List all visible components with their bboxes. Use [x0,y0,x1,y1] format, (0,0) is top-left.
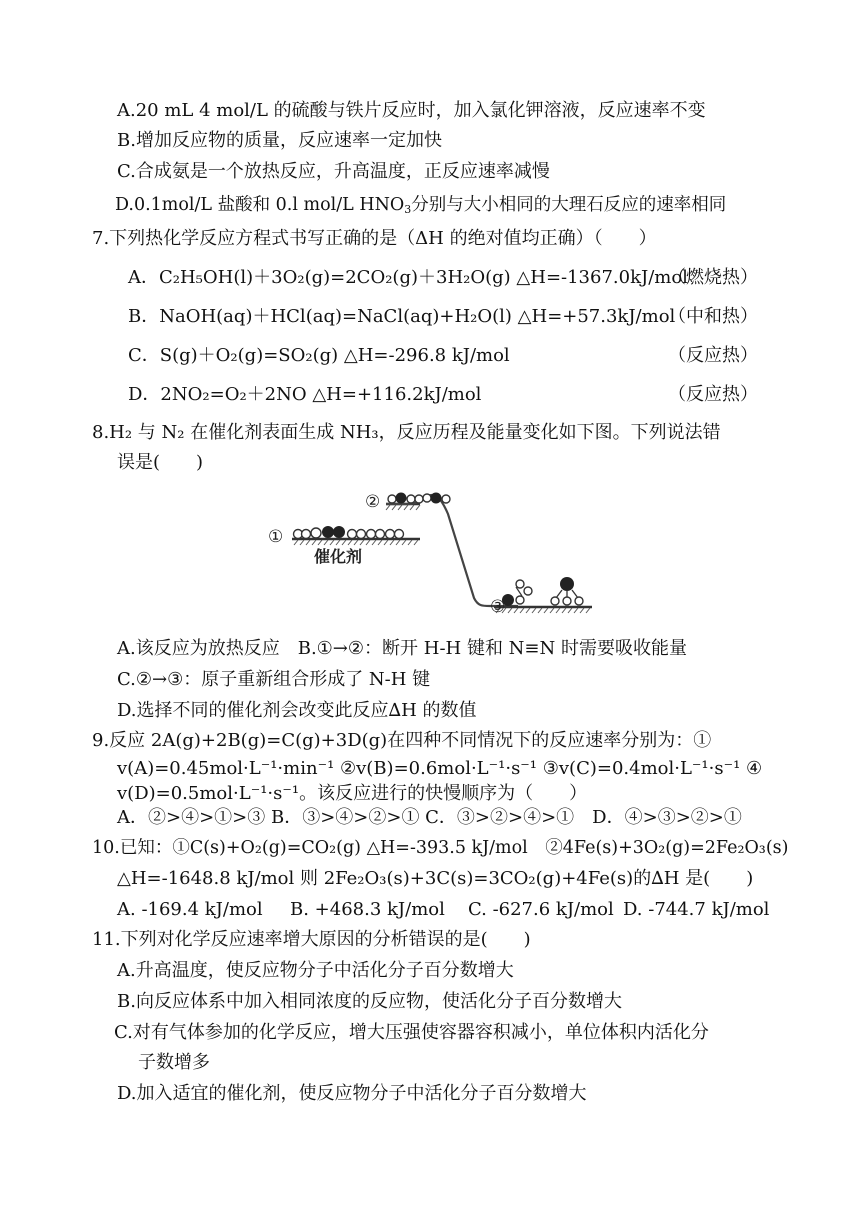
q11-option-a: A.升高温度，使反应物分子中活化分子百分数增大 [117,960,514,981]
q7-option-c: C．S(g)＋O₂(g)=SO₂(g) △H=-296.8 kJ/mol （反应热） [128,345,758,366]
q6-option-b: B.增加反应物的质量，反应速率一定加快 [117,130,442,151]
q10-option-c: C. -627.6 kJ/mol [468,899,614,920]
q7-option-a: A．C₂H₅OH(l)＋3O₂(g)=2CO₂(g)＋3H₂O(g) △H=-1367.0kJ/mol （燃烧热） [128,267,758,288]
q9-line3: v(D)=0.5mol·L⁻¹·s⁻¹。该反应进行的快慢顺序为（ ） [117,783,588,804]
q11-option-d: D.加入适宜的催化剂，使反应物分子中活化分子百分数增大 [117,1083,587,1104]
q7-option-d: D．2NO₂=O₂＋2NO △H=+116.2kJ/mol （反应热） [128,384,758,405]
stage3-label: ③ [490,597,506,617]
q11-option-c-line1: C.对有气体参加的化学反应，增大压强使容器容积减小，单位体积内活化分 [114,1022,709,1043]
q11-option-b: B.向反应体系中加入相同浓度的反应物，使活化分子百分数增大 [117,991,622,1012]
q7-option-b: B．NaOH(aq)＋HCl(aq)=NaCl(aq)+H₂O(l) △H=+57.3kJ/mol （中和热） [128,306,758,327]
catalyst-label: 催化剂 [314,547,363,566]
q10-line2: △H=-1648.8 kJ/mol 则 2Fe₂O₃(s)+3C(s)=3CO₂(g)+4Fe(s)的∆H 是( ) [117,868,754,889]
q7-option-a-tag: （燃烧热） [668,267,758,288]
q7-option-c-tag: （反应热） [668,345,758,366]
q8-option-a-b: A.该反应为放热反应 B.①→②：断开 H-H 键和 N≡N 时需要吸收能量 [117,638,687,659]
q10-option-d: D. -744.7 kJ/mol [623,899,770,920]
q9-options: A．②>④>①>③ B．③>④>②>① C．③>②>④>① D．④>③>②>① [117,807,742,828]
stage1-molecules [294,526,404,539]
q9-line2: v(A)=0.45mol·L⁻¹·min⁻¹ ②v(B)=0.6mol·L⁻¹·s⁻¹ ③v(C)=0.4mol·L⁻¹·s⁻¹ ④ [117,758,763,779]
stage3-hatch [496,608,590,613]
stage2-label: ② [365,492,381,512]
q8-option-c: C.②→③：原子重新组合形成了 N-H 键 [117,669,431,690]
stage2-atoms [388,493,423,504]
q11-option-c-line2: 子数增多 [138,1052,210,1073]
q7-option-b-tag: （中和热） [668,306,758,327]
q6-option-a: A.20 mL 4 mol/L 的硫酸与铁片反应时，加入氯化钾溶液，反应速率不变 [117,100,706,121]
stage1-hatch [294,540,418,545]
q10-line1: 10.已知：①C(s)+O₂(g)=CO₂(g) △H=-393.5 kJ/mol ②4Fe(s)+3O₂(g)=2Fe₂O₃(s) [92,838,789,858]
q6-option-c: C.合成氨是一个放热反应，升高温度，正反应速率减慢 [117,161,550,182]
q9-line1: 9.反应 2A(g)+2B(g)=C(g)+3D(g)在四种不同情况下的反应速率分别为：① [92,730,712,751]
stage2-hatch [386,505,420,510]
q11-stem: 11.下列对化学反应速率增大原因的分析错误的是( ) [92,929,531,950]
stage3-ammonia-molecules [502,577,583,606]
q8-stem-line1: 8.H₂ 与 N₂ 在催化剂表面生成 NH₃，反应历程及能量变化如下图。下列说法错 [92,422,721,443]
q7-option-d-tag: （反应热） [668,384,758,405]
reaction-energy-diagram [268,480,603,625]
stage1-label: ① [268,527,284,547]
q10-option-b: B. +468.3 kJ/mol [290,899,445,920]
q10-option-a: A. -169.4 kJ/mol [117,899,263,920]
q8-stem-line2: 误是( ) [117,452,204,473]
q7-stem: 7.下列热化学反应方程式书写正确的是（ΔH 的绝对值均正确）（ ） [92,228,657,249]
energy-curve [386,495,518,606]
stage2-atoms-right [423,493,450,504]
q6-option-d: D.0.1mol/L 盐酸和 0.l mol/L $HNO_3$分别与大小相同的大理石反应的速率相同 [115,195,727,216]
q8-option-d: D.选择不同的催化剂会改变此反应∆H 的数值 [117,700,477,721]
